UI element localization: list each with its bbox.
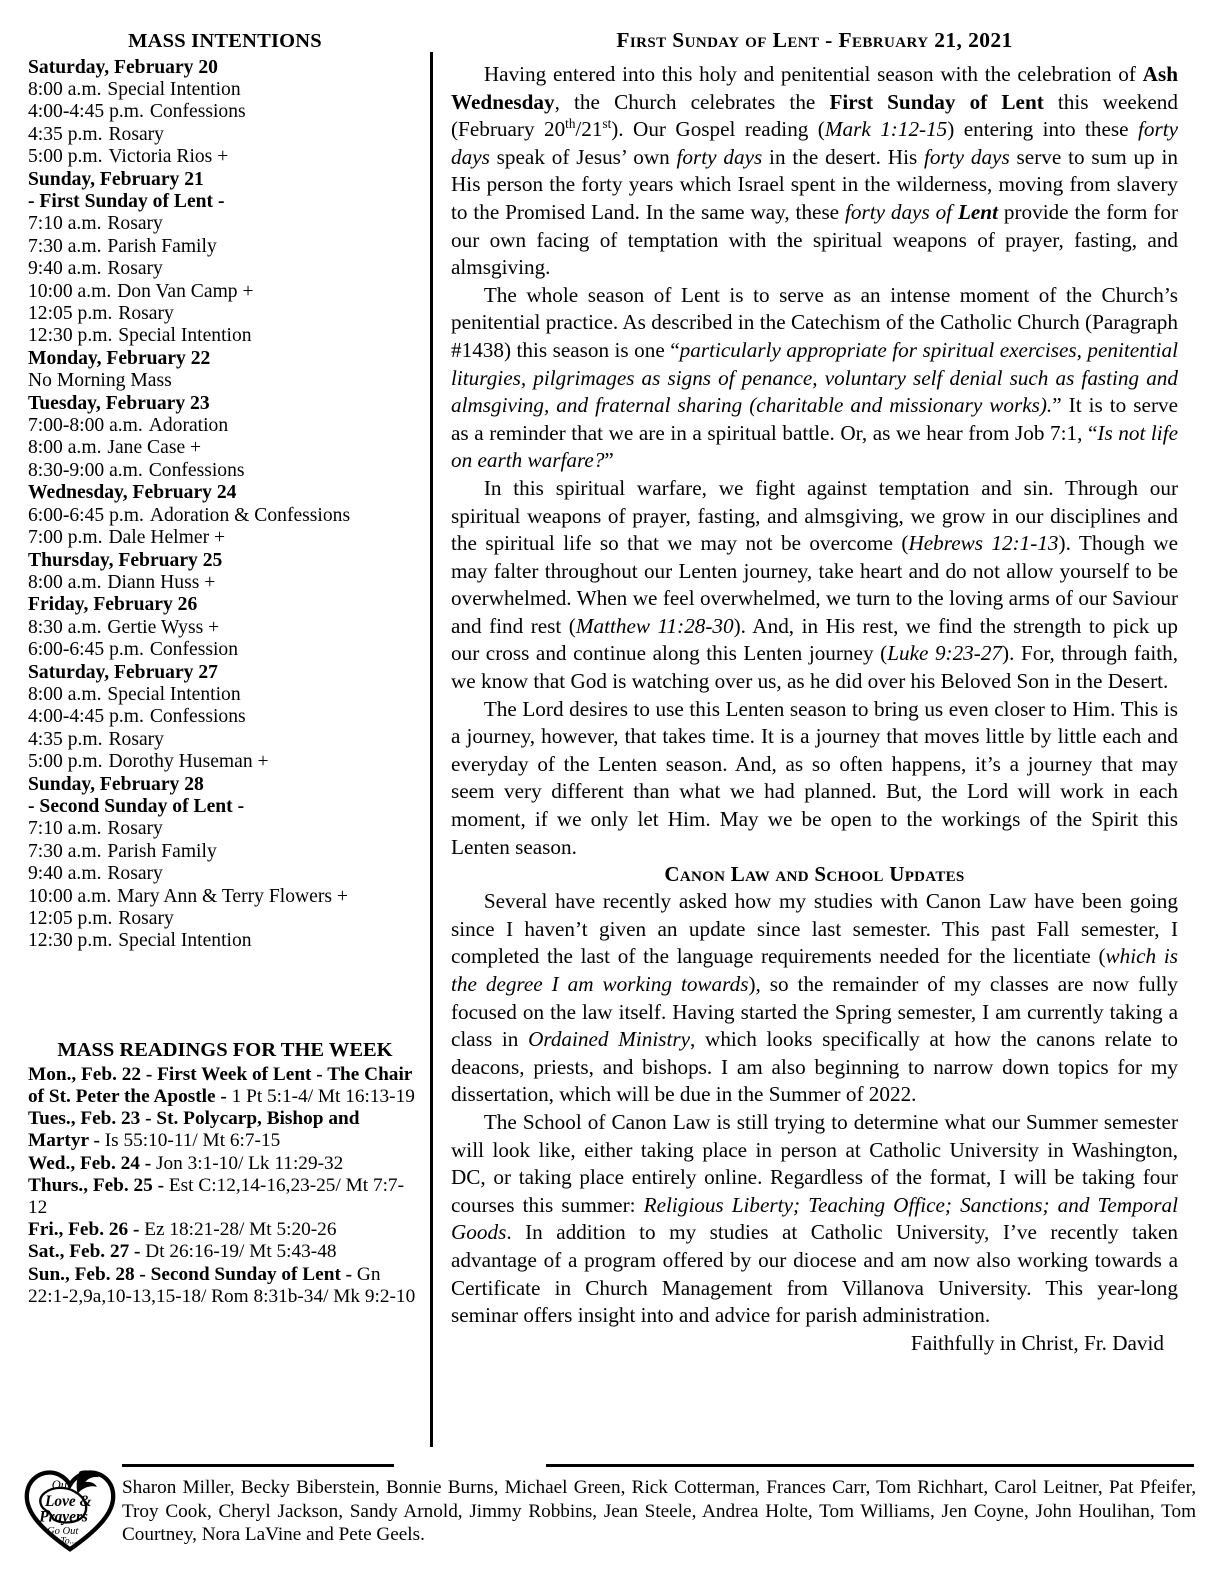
mass-entry bbox=[28, 818, 422, 840]
reading-citation: Ez 18:21-28/ Mt 5:20-26 bbox=[144, 1219, 337, 1241]
p1-seg-k: speak of Jesus’ own bbox=[489, 144, 677, 169]
mass-entry bbox=[28, 281, 422, 303]
mass-day-subtitle: - First Sunday of Lent - bbox=[28, 191, 225, 212]
left-column bbox=[0, 0, 430, 1452]
mass-entry bbox=[28, 415, 422, 437]
prayer-footer bbox=[0, 1452, 1224, 1584]
logo-line-love: Love & bbox=[45, 1493, 92, 1511]
mass-entry-description: Confession bbox=[149, 639, 238, 661]
logo-line-gooutoo: Go Out bbox=[46, 1525, 79, 1537]
mass-day-heading: Sunday, February 28 bbox=[28, 773, 204, 795]
mass-entry bbox=[28, 684, 422, 706]
mass-entry bbox=[28, 101, 422, 123]
mass-entry bbox=[28, 706, 422, 728]
footer-inner bbox=[22, 1458, 1200, 1556]
mass-entry-time: 5:00 p.m. bbox=[28, 751, 103, 773]
logo-line-our: Our bbox=[51, 1477, 72, 1492]
mass-day-heading: Sunday, February 21 bbox=[28, 168, 204, 190]
reading-label: Sun., Feb. 28 - Second Sunday of Lent - bbox=[28, 1263, 357, 1285]
p1-seg-c: , the Church celebrates the bbox=[554, 89, 830, 114]
paragraph-3 bbox=[451, 475, 1178, 696]
p5-seg-e: , which looks specifically at how the canons relate to deacons, priests, and bishops. I am also beginning to narrow down topics for my dissertation, which will be due in the Summer of 2022. bbox=[451, 1027, 1178, 1107]
mass-day-heading: Thursday, February 25 bbox=[28, 549, 223, 571]
p1-forty-days-2: forty days bbox=[676, 144, 763, 169]
mass-entry-description: Gertie Wyss + bbox=[107, 616, 220, 638]
mass-entry-description: Rosary bbox=[118, 303, 174, 325]
p5-seg-a: Several have recently asked how my studies with Canon Law have been going since I haven’t given an update since last semester. This past Fall semester, I completed the last of the language requirements needed for the licentiate ( bbox=[451, 889, 1178, 969]
mass-entry-description: Special Intention bbox=[118, 930, 252, 952]
footer-rules bbox=[122, 1458, 1200, 1472]
reading-label: Sat., Feb. 27 - bbox=[28, 1241, 146, 1263]
mass-entry-time: 8:00 a.m. bbox=[28, 683, 102, 705]
mass-entry-description: Special Intention bbox=[107, 78, 241, 100]
p1-forty-days-of: forty days of bbox=[844, 199, 958, 224]
reading-item bbox=[28, 1064, 422, 1108]
p2-seg-e: ” bbox=[604, 448, 614, 473]
reading-label: Thurs., Feb. 25 - bbox=[28, 1174, 169, 1196]
p2-seg-c: ” It is to serve as a reminder that we are in a spiritual battle. Or, as we hear from Job 7:1, “ bbox=[451, 393, 1178, 445]
p3-scripture-luke: Luke 9:23-27 bbox=[887, 641, 1003, 666]
p1-forty-days-3: forty days bbox=[924, 144, 1010, 169]
p1-first-sunday: First Sunday of Lent bbox=[829, 89, 1044, 114]
mass-entry bbox=[28, 930, 422, 952]
reading-item bbox=[28, 1175, 422, 1219]
mass-entry bbox=[28, 79, 422, 101]
logo-line-prayers: Prayers bbox=[39, 1508, 88, 1526]
mass-entry-description: Confessions bbox=[149, 101, 246, 123]
mass-entry-description: Dorothy Huseman + bbox=[108, 751, 269, 773]
footer-rule-left bbox=[122, 1464, 394, 1467]
mass-entry-time: 12:05 p.m. bbox=[28, 908, 113, 929]
mass-entry-time: 12:30 p.m. bbox=[28, 325, 113, 347]
mass-entry bbox=[28, 886, 422, 908]
mass-entry-time: 12:05 p.m. bbox=[28, 303, 113, 325]
paragraph-1 bbox=[451, 61, 1178, 282]
mass-entry bbox=[28, 303, 422, 325]
p1-scripture-mark: Mark 1:12-15 bbox=[824, 117, 948, 142]
mass-entry-time: 7:10 a.m. bbox=[28, 213, 102, 235]
mass-day-heading: Wednesday, February 24 bbox=[28, 482, 237, 504]
mass-entry bbox=[28, 908, 422, 930]
p1-seg-f: /21 bbox=[575, 117, 603, 142]
mass-entry-time: 8:30 a.m. bbox=[28, 616, 102, 638]
mass-entry bbox=[28, 505, 422, 527]
paragraph-5 bbox=[451, 888, 1178, 1109]
footer-rule-right bbox=[546, 1464, 1194, 1467]
mass-entry-description: Parish Family bbox=[107, 235, 217, 257]
mass-entry bbox=[28, 213, 422, 235]
mass-entry-description: Rosary bbox=[107, 818, 163, 840]
mass-entry-description: Rosary bbox=[108, 123, 164, 145]
p1-forty-days-1: forty days bbox=[451, 117, 1178, 169]
mass-day-subtitle: - Second Sunday of Lent - bbox=[28, 795, 245, 817]
p1-ordinal-st: st bbox=[602, 116, 612, 132]
mass-entry-time: 7:00 p.m. bbox=[28, 527, 103, 549]
mass-entry-description: Confessions bbox=[148, 459, 245, 481]
mass-entry-time: 9:40 a.m. bbox=[28, 863, 102, 885]
signoff-line: Faithfully in Christ, Fr. David bbox=[910, 1330, 1164, 1355]
mass-entry-description: Rosary bbox=[108, 728, 164, 750]
p3-seg-e: ). And, in His rest, we find the strength to pick up our cross and continue along this Lenten journey ( bbox=[451, 613, 1178, 666]
mass-intentions-list bbox=[28, 57, 422, 953]
mass-entry bbox=[28, 841, 422, 863]
reading-item bbox=[28, 1153, 422, 1175]
paragraph-2 bbox=[451, 282, 1178, 475]
reading-item bbox=[28, 1219, 422, 1241]
mass-entry-time: 6:00-6:45 p.m. bbox=[28, 504, 144, 526]
mass-entry-description: Rosary bbox=[118, 908, 174, 929]
page-title: First Sunday of Lent - February 21, 2021 bbox=[616, 28, 1013, 52]
mass-entry bbox=[28, 258, 422, 280]
mass-entry-time: 7:00-8:00 a.m. bbox=[28, 415, 143, 437]
heart-with-dove-icon bbox=[22, 1460, 118, 1556]
mass-entry-description: Special Intention bbox=[107, 683, 241, 705]
p6-seg-c: . In addition to my studies at Catholic University, I’ve recently taken advantage of a program offered by our diocese and am now also working towards a Certificate in Church Management from Villanova University. This year-long seminar offers insight into and advice for parish administration. bbox=[451, 1220, 1178, 1328]
p5-licentiate-note: which is the degree I am working towards bbox=[451, 944, 1178, 996]
mass-entry-time: 4:00-4:45 p.m. bbox=[28, 101, 144, 123]
mass-entry-description: Don Van Camp + bbox=[117, 280, 254, 302]
p1-seg-a: Having entered into this holy and penitential season with the celebration of bbox=[483, 62, 1143, 86]
p1-seg-r: provide the form for our own facing of temptation with the spiritual weapons of prayer, fasting, and almsgiving. bbox=[451, 199, 1178, 280]
p1-lent-emphasis: Lent bbox=[957, 199, 998, 224]
mass-entry-time: 8:00 a.m. bbox=[28, 437, 102, 459]
mass-entry-description: Victoria Rios + bbox=[108, 146, 229, 168]
p6-seg-a: The School of Canon Law is still trying to determine what our Summer semester will look like, either taking place in person at Catholic University in Washington, DC, or taking place entirely online. Regardless of the format, I will be taking four courses this summer: bbox=[451, 1109, 1178, 1217]
reading-label: Mon., Feb. 22 - First Week of Lent - The Chair of St. Peter the Apostle - bbox=[28, 1063, 413, 1108]
p3-seg-a: In this spiritual warfare, we fight against temptation and sin. Through our spiritual weapons of prayer, fasting, and almsgiving, we grow in our disciplines and the spiritual life so that we may not be overcome ( bbox=[451, 475, 1178, 556]
p1-seg-g: ). Our Gospel reading ( bbox=[611, 117, 825, 142]
mass-entry bbox=[28, 325, 422, 347]
p1-seg-i: ) entering into these bbox=[947, 117, 1138, 142]
mass-entry bbox=[28, 751, 422, 773]
reading-citation: Est C:12,14-16,23-25/ Mt 7:7-12 bbox=[28, 1174, 404, 1219]
mass-entry-description: Confessions bbox=[149, 706, 246, 728]
mass-readings-list bbox=[28, 1064, 422, 1308]
mass-entry-time: 7:10 a.m. bbox=[28, 818, 102, 840]
mass-entry-time: 7:30 a.m. bbox=[28, 840, 102, 862]
reading-label: Tues., Feb. 23 - St. Polycarp, Bishop and Martyr - bbox=[28, 1108, 360, 1152]
mass-entry-description: Rosary bbox=[107, 863, 163, 885]
mass-entry bbox=[28, 729, 422, 751]
mass-entry-time: 5:00 p.m. bbox=[28, 146, 103, 168]
reading-citation: Dt 26:16-19/ Mt 5:43-48 bbox=[145, 1241, 337, 1263]
mass-entry-description: Rosary bbox=[107, 213, 163, 235]
p3-scripture-matthew: Matthew 11:28-30 bbox=[575, 613, 734, 638]
mass-entry-time: 6:00-6:45 p.m. bbox=[28, 639, 144, 661]
mass-entry-time: 4:00-4:45 p.m. bbox=[28, 706, 144, 728]
mass-entry bbox=[28, 236, 422, 258]
mass-entry bbox=[28, 146, 422, 168]
footer-rule-gap bbox=[394, 1464, 546, 1467]
mass-entry-description: Adoration bbox=[148, 415, 229, 437]
reading-citation: Is 55:10-11/ Mt 6:7-15 bbox=[104, 1130, 281, 1152]
reading-label: Wed., Feb. 24 - bbox=[28, 1152, 157, 1174]
mass-day-heading: Tuesday, February 23 bbox=[28, 392, 210, 414]
p1-seg-m: in the desert. His bbox=[762, 144, 925, 169]
mass-entry bbox=[28, 863, 422, 885]
reading-item bbox=[28, 1108, 422, 1152]
p6-course-list: Religious Liberty; Teaching Office; Sanctions; and Temporal Goods bbox=[451, 1192, 1178, 1245]
mass-entry-time: 4:35 p.m. bbox=[28, 728, 103, 750]
mass-entry bbox=[28, 572, 422, 594]
mass-entry-description: Diann Huss + bbox=[107, 571, 216, 593]
mass-entry bbox=[28, 124, 422, 146]
mass-entry-description: Adoration & Confessions bbox=[149, 504, 351, 526]
footer-right bbox=[118, 1458, 1200, 1547]
mass-entry-description: Mary Ann & Terry Flowers + bbox=[117, 885, 348, 907]
mass-day-heading: Saturday, February 27 bbox=[28, 661, 218, 683]
paragraph-6 bbox=[451, 1109, 1178, 1330]
mass-entry bbox=[28, 437, 422, 459]
p5-seg-c: ), so the remainder of my classes are now fully focused on the law itself. Having started the Spring semester, I am currently taking a class in bbox=[451, 972, 1178, 1052]
mass-entry bbox=[28, 460, 422, 482]
mass-entry bbox=[28, 639, 422, 661]
mass-entry-description: Special Intention bbox=[118, 325, 252, 347]
mass-entry-time: 8:00 a.m. bbox=[28, 78, 102, 100]
right-column bbox=[433, 0, 1224, 1452]
p5-course-ordained-ministry: Ordained Ministry bbox=[528, 1027, 691, 1052]
paragraph-4: The Lord desires to use this Lenten season to bring us even closer to Him. This is a journey, however, that takes time. It is a journey that moves little by little each and everyday of the Lenten season. And, as so often happens, it’s a journey that may seem very different than what we had planned. But, the Lord will work in each moment, if we only let Him. May we be open to the workings of the Spirit this Lenten season. bbox=[451, 696, 1178, 859]
p1-seg-o: serve to sum up in His person the forty years which Israel spent in the wilderness, moving from slavery to the Promised Land. In the same way, these bbox=[451, 144, 1178, 224]
reading-citation: 1 Pt 5:1-4/ Mt 16:13-19 bbox=[231, 1086, 415, 1108]
mass-day-heading: Saturday, February 20 bbox=[28, 56, 218, 78]
mass-entry-time: 9:40 a.m. bbox=[28, 258, 102, 280]
mass-entry-time: 10:00 a.m. bbox=[28, 885, 112, 907]
p1-ordinal-th: th bbox=[565, 116, 576, 132]
mass-readings-heading: MASS READINGS FOR THE WEEK bbox=[57, 1038, 393, 1061]
logo-line-to: To... bbox=[60, 1535, 77, 1547]
p3-scripture-hebrews: Hebrews 12:1-13 bbox=[908, 531, 1059, 556]
canon-law-subheading: Canon Law and School Updates bbox=[664, 862, 965, 887]
mass-entry bbox=[28, 370, 422, 392]
p2-seg-a: The whole season of Lent is to serve as an intense moment of the Church’s penitential practice. As described in the Catechism of the Catholic Church (Paragraph #1438) this season is one “ bbox=[451, 282, 1178, 362]
reading-item bbox=[28, 1264, 422, 1308]
p3-seg-c: ). Though we may falter throughout our Lenten journey, take heart and do not allow yourself to be overwhelmed. When we feel overwhelmed, we turn to the loving arms of our Saviour and find rest ( bbox=[451, 531, 1178, 638]
mass-entry-time: 4:35 p.m. bbox=[28, 123, 103, 145]
reading-citation: Jon 3:1-10/ Lk 11:29-32 bbox=[156, 1152, 344, 1174]
mass-intentions-heading: MASS INTENTIONS bbox=[128, 30, 322, 52]
mass-day-heading: Friday, February 26 bbox=[28, 594, 198, 616]
reading-label: Fri., Feb. 26 - bbox=[28, 1219, 145, 1241]
p1-seg-e: this weekend (February 20 bbox=[451, 89, 1178, 142]
mass-entry-time: No Morning Mass bbox=[28, 370, 172, 392]
mass-entry-description: Rosary bbox=[107, 258, 163, 280]
p2-catechism-quote: particularly appropriate for spiritual exercises, penitential liturgies, pilgrimages as signs of penance, voluntary self denial such as fasting and almsgiving, and fraternal sharing (charitable and missionary works). bbox=[451, 337, 1178, 418]
mass-entry-description: Jane Case + bbox=[107, 437, 202, 459]
mass-readings-block bbox=[28, 1039, 422, 1308]
p3-seg-g: ). For, through faith, we know that God is watching over us, as he did over his Beloved Son in the Desert. bbox=[451, 641, 1179, 694]
reading-citation: Gn 22:1-2,9a,10-13,15-18/ Rom 8:31b-34/ Mk 9:2-10 bbox=[28, 1263, 416, 1307]
mass-entry-time: 10:00 a.m. bbox=[28, 280, 112, 302]
prayer-names-list: Sharon Miller, Becky Biberstein, Bonnie Burns, Michael Green, Rick Cotterman, Frances Carr, Tom Richhart, Carol Leitner, Pat Pfeifer, Troy Cook, Cheryl Jackson, Sandy Arnold, Jimmy Robbins, Jean Steele, Andrea Holte, Tom Williams, Jen Coyne, John Houlihan, Tom Courtney, Nora LaVine and Pete Geels. bbox=[122, 1477, 1196, 1546]
p1-ash-wednesday: Ash Wednesday bbox=[451, 62, 1178, 114]
mass-entry-description: Parish Family bbox=[107, 840, 217, 862]
reading-item bbox=[28, 1241, 422, 1263]
love-and-prayers-logo bbox=[22, 1460, 118, 1556]
mass-entry bbox=[28, 617, 422, 639]
mass-entry-time: 7:30 a.m. bbox=[28, 235, 102, 257]
mass-entry bbox=[28, 527, 422, 549]
mass-entry-time: 12:30 p.m. bbox=[28, 930, 113, 952]
mass-entry-time: 8:00 a.m. bbox=[28, 571, 102, 593]
p2-job-quote: Is not life on earth warfare? bbox=[451, 420, 1178, 473]
mass-entry-description: Dale Helmer + bbox=[108, 527, 226, 549]
mass-entry-time: 8:30-9:00 a.m. bbox=[28, 459, 143, 481]
mass-day-heading: Monday, February 22 bbox=[28, 347, 211, 369]
